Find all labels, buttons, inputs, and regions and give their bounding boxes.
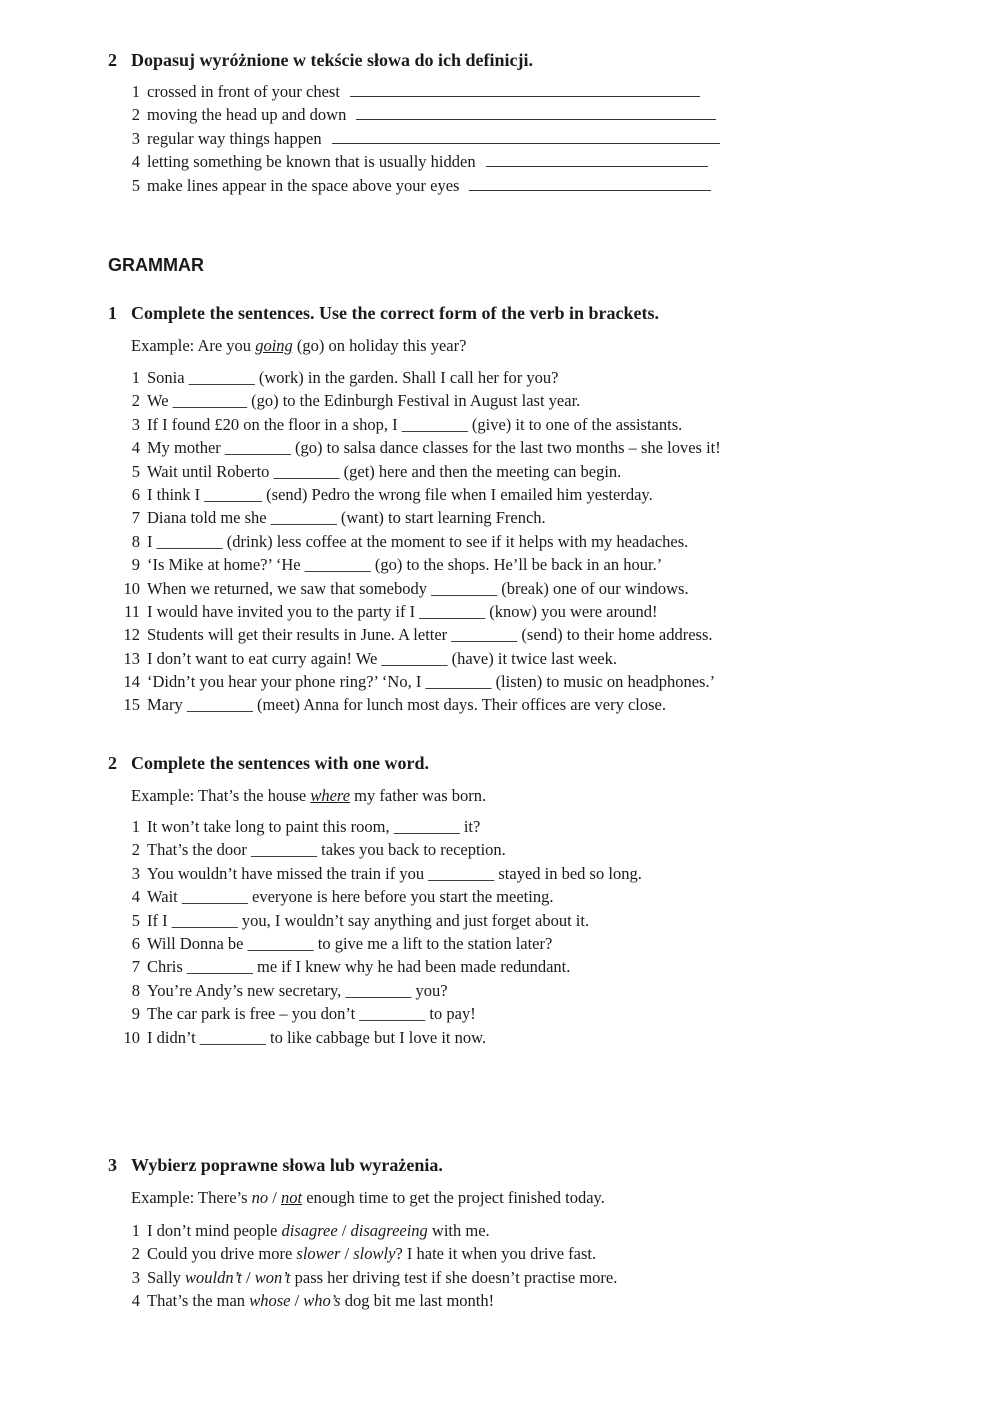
option-separator: / xyxy=(290,1291,304,1311)
example-g3 xyxy=(131,1188,605,1208)
sentence-item xyxy=(108,670,868,693)
definition-item xyxy=(108,174,868,197)
sentence-text: Sally xyxy=(147,1267,186,1287)
item-number: 8 xyxy=(131,980,140,1000)
example-answer: not xyxy=(281,1188,303,1207)
sentence-item xyxy=(108,932,868,955)
example-answer: where xyxy=(310,786,351,805)
sentence-text: ‘Didn’t you hear your phone ring?’ ‘No, I ________ (listen) to music on headphones.’ xyxy=(147,672,716,692)
sentence-item xyxy=(108,600,868,623)
example-answer: going xyxy=(255,336,293,355)
sentence-text: We _________ (go) to the Edinburgh Festival in August last year. xyxy=(147,391,581,411)
definition-text: crossed in front of your chest xyxy=(147,82,340,101)
sentence-item xyxy=(108,366,868,389)
sentence-item xyxy=(108,413,868,436)
section-number: 2 xyxy=(108,50,117,70)
sentence-text: I ________ (drink) less coffee at the moment to see if it helps with my headaches. xyxy=(147,531,689,551)
sentence-item xyxy=(108,506,868,529)
choice-option[interactable]: slowly xyxy=(353,1244,396,1264)
section-heading: Complete the sentences. Use the correct form of the verb in brackets. xyxy=(131,303,660,323)
section-number: 2 xyxy=(108,753,117,773)
choice-option[interactable]: whose xyxy=(249,1291,291,1311)
definition-text: regular way things happen xyxy=(147,128,322,148)
sentence-item xyxy=(108,460,868,483)
item-number: 1 xyxy=(131,82,140,101)
choice-option[interactable]: disagreeing xyxy=(350,1221,428,1240)
sentence-text: That’s the door ________ takes you back to reception. xyxy=(147,840,506,860)
section-title-g3 xyxy=(108,1154,443,1176)
answer-blank[interactable] xyxy=(332,128,720,144)
item-number: 6 xyxy=(131,933,140,953)
sentence-item xyxy=(108,909,868,932)
item-number: 7 xyxy=(131,508,140,528)
item-number: 6 xyxy=(131,484,140,504)
sentence-text: Sonia ________ (work) in the garden. Shall I call her for you? xyxy=(147,368,559,387)
definition-text: moving the head up and down xyxy=(147,105,347,125)
sentence-text: I don’t mind people xyxy=(147,1221,282,1240)
example-text: Example: That’s the house xyxy=(131,786,311,805)
item-number: 8 xyxy=(131,531,140,551)
sentence-text: I would have invited you to the party if I ________ (know) you were around! xyxy=(147,601,658,621)
sentence-text: Mary ________ (meet) Anna for lunch most days. Their offices are very close. xyxy=(147,695,666,715)
sentence-text: ‘Is Mike at home?’ ‘He ________ (go) to the shops. He’ll be back in an hour.’ xyxy=(147,555,663,575)
section-title-g1 xyxy=(108,302,659,324)
item-number: 2 xyxy=(131,840,140,860)
definition-text: letting something be known that is usually hidden xyxy=(147,152,476,172)
sentence-item xyxy=(108,389,868,412)
sentence-item xyxy=(108,483,868,506)
item-number: 4 xyxy=(131,438,140,458)
choice-option[interactable]: won’t xyxy=(254,1267,291,1287)
choice-item xyxy=(108,1219,868,1242)
sentence-text: You’re Andy’s new secretary, ________ you? xyxy=(147,980,448,1000)
sentence-text: Diana told me she ________ (want) to start learning French. xyxy=(147,508,546,528)
item-number: 5 xyxy=(131,461,140,481)
sentence-item xyxy=(108,862,868,885)
item-number: 4 xyxy=(131,1291,140,1311)
sentence-text: Wait until Roberto ________ (get) here and then the meeting can begin. xyxy=(147,461,622,481)
section-title-vocab xyxy=(108,49,533,71)
choice-option[interactable]: wouldn’t xyxy=(185,1267,242,1287)
item-number: 15 xyxy=(123,695,140,715)
sentence-text: If I ________ you, I wouldn’t say anything and just forget about it. xyxy=(147,910,590,930)
item-number: 9 xyxy=(131,1004,140,1024)
sentence-item xyxy=(108,553,868,576)
definition-item xyxy=(108,80,868,103)
definitions-list xyxy=(108,80,868,197)
example-g2 xyxy=(131,786,486,806)
choice-item xyxy=(108,1242,868,1265)
example-text: enough time to get the project finished today. xyxy=(302,1188,605,1207)
sentence-item xyxy=(108,436,868,459)
definition-item xyxy=(108,103,868,126)
sentence-text: That’s the man xyxy=(147,1291,250,1311)
item-number: 3 xyxy=(131,1267,140,1287)
item-number: 13 xyxy=(123,648,140,668)
example-option: no xyxy=(251,1188,269,1207)
exercise-list-g3 xyxy=(108,1219,868,1313)
item-number: 2 xyxy=(131,1244,140,1264)
definition-item xyxy=(108,127,868,150)
section-heading: Wybierz poprawne słowa lub wyrażenia. xyxy=(131,1155,443,1175)
choice-option[interactable]: slower xyxy=(296,1244,341,1264)
item-number: 9 xyxy=(131,555,140,575)
example-text: (go) on holiday this year? xyxy=(292,336,467,355)
sentence-text: Chris ________ me if I knew why he had been made redundant. xyxy=(147,957,571,977)
sentence-text: If I found £20 on the floor in a shop, I ________ (give) it to one of the assistants. xyxy=(147,414,683,434)
sentence-text: dog bit me last month! xyxy=(340,1291,495,1311)
item-number: 4 xyxy=(131,887,140,907)
item-number: 3 xyxy=(131,414,140,434)
option-separator: / xyxy=(337,1221,351,1240)
option-separator: / xyxy=(268,1188,281,1207)
option-separator: / xyxy=(241,1267,255,1287)
sentence-text: Will Donna be ________ to give me a lift to the station later? xyxy=(147,933,553,953)
item-number: 10 xyxy=(123,1027,140,1047)
item-number: 1 xyxy=(131,817,140,836)
section-number: 1 xyxy=(108,303,117,323)
sentence-item xyxy=(108,1026,868,1049)
choice-item xyxy=(108,1289,868,1312)
choice-option[interactable]: who’s xyxy=(303,1291,341,1311)
sentence-text: I think I _______ (send) Pedro the wrong file when I emailed him yesterday. xyxy=(147,484,653,504)
sentence-text: The car park is free – you don’t ________ to pay! xyxy=(147,1004,476,1024)
exercise-list-g2 xyxy=(108,815,868,1049)
sentence-item xyxy=(108,979,868,1002)
sentence-text: I don’t want to eat curry again! We ________ (have) it twice last week. xyxy=(147,648,617,668)
sentence-item xyxy=(108,647,868,670)
item-number: 1 xyxy=(131,368,140,387)
sentence-text: My mother ________ (go) to salsa dance classes for the last two months – she loves it! xyxy=(147,438,721,458)
answer-blank[interactable] xyxy=(469,175,711,191)
answer-blank[interactable] xyxy=(350,81,700,97)
item-number: 7 xyxy=(131,957,140,977)
item-number: 10 xyxy=(123,578,140,598)
choice-option[interactable]: disagree xyxy=(281,1221,338,1240)
section-heading: Dopasuj wyróżnione w tekście słowa do ich definicji. xyxy=(131,50,533,70)
example-text: my father was born. xyxy=(350,786,487,805)
example-text: Example: Are you xyxy=(131,336,256,355)
sentence-text: You wouldn’t have missed the train if you ________ stayed in bed so long. xyxy=(147,863,642,883)
item-number: 1 xyxy=(131,1221,140,1240)
section-title-g2 xyxy=(108,752,429,774)
exercise-list-g1 xyxy=(108,366,868,717)
sentence-item xyxy=(108,885,868,908)
sentence-text: pass her driving test if she doesn’t practise more. xyxy=(290,1267,618,1287)
sentence-text: ? I hate it when you drive fast. xyxy=(395,1244,597,1264)
sentence-item xyxy=(108,530,868,553)
sentence-item xyxy=(108,838,868,861)
definition-item xyxy=(108,150,868,173)
item-number: 2 xyxy=(131,391,140,411)
option-separator: / xyxy=(340,1244,354,1264)
sentence-item xyxy=(108,693,868,716)
item-number: 11 xyxy=(124,601,140,621)
item-number: 2 xyxy=(131,105,140,125)
section-heading: Complete the sentences with one word. xyxy=(131,753,429,773)
answer-blank[interactable] xyxy=(356,104,716,120)
item-number: 12 xyxy=(123,625,140,645)
sentence-text: When we returned, we saw that somebody ________ (break) one of our windows. xyxy=(147,578,689,598)
item-number: 5 xyxy=(131,175,140,195)
example-g1 xyxy=(131,336,466,356)
grammar-heading: GRAMMAR xyxy=(108,255,204,275)
sentence-item xyxy=(108,577,868,600)
sentence-text: Could you drive more xyxy=(147,1244,297,1264)
item-number: 4 xyxy=(131,152,140,172)
item-number: 3 xyxy=(131,863,140,883)
item-number: 14 xyxy=(123,672,140,692)
sentence-text: Wait ________ everyone is here before you start the meeting. xyxy=(147,887,554,907)
item-number: 5 xyxy=(131,910,140,930)
sentence-text: Students will get their results in June. A letter ________ (send) to their home address. xyxy=(147,625,713,645)
sentence-item xyxy=(108,955,868,978)
answer-blank[interactable] xyxy=(486,151,708,167)
sentence-text: It won’t take long to paint this room, ________ it? xyxy=(147,817,481,836)
sentence-text: I didn’t ________ to like cabbage but I love it now. xyxy=(147,1027,487,1047)
definition-text: make lines appear in the space above your eyes xyxy=(147,175,460,195)
sentence-item xyxy=(108,815,868,838)
sentence-item xyxy=(108,623,868,646)
item-number: 3 xyxy=(131,128,140,148)
sentence-text: with me. xyxy=(427,1221,490,1240)
example-text: Example: There’s xyxy=(131,1188,252,1207)
section-number: 3 xyxy=(108,1155,117,1175)
sentence-item xyxy=(108,1002,868,1025)
choice-item xyxy=(108,1266,868,1289)
